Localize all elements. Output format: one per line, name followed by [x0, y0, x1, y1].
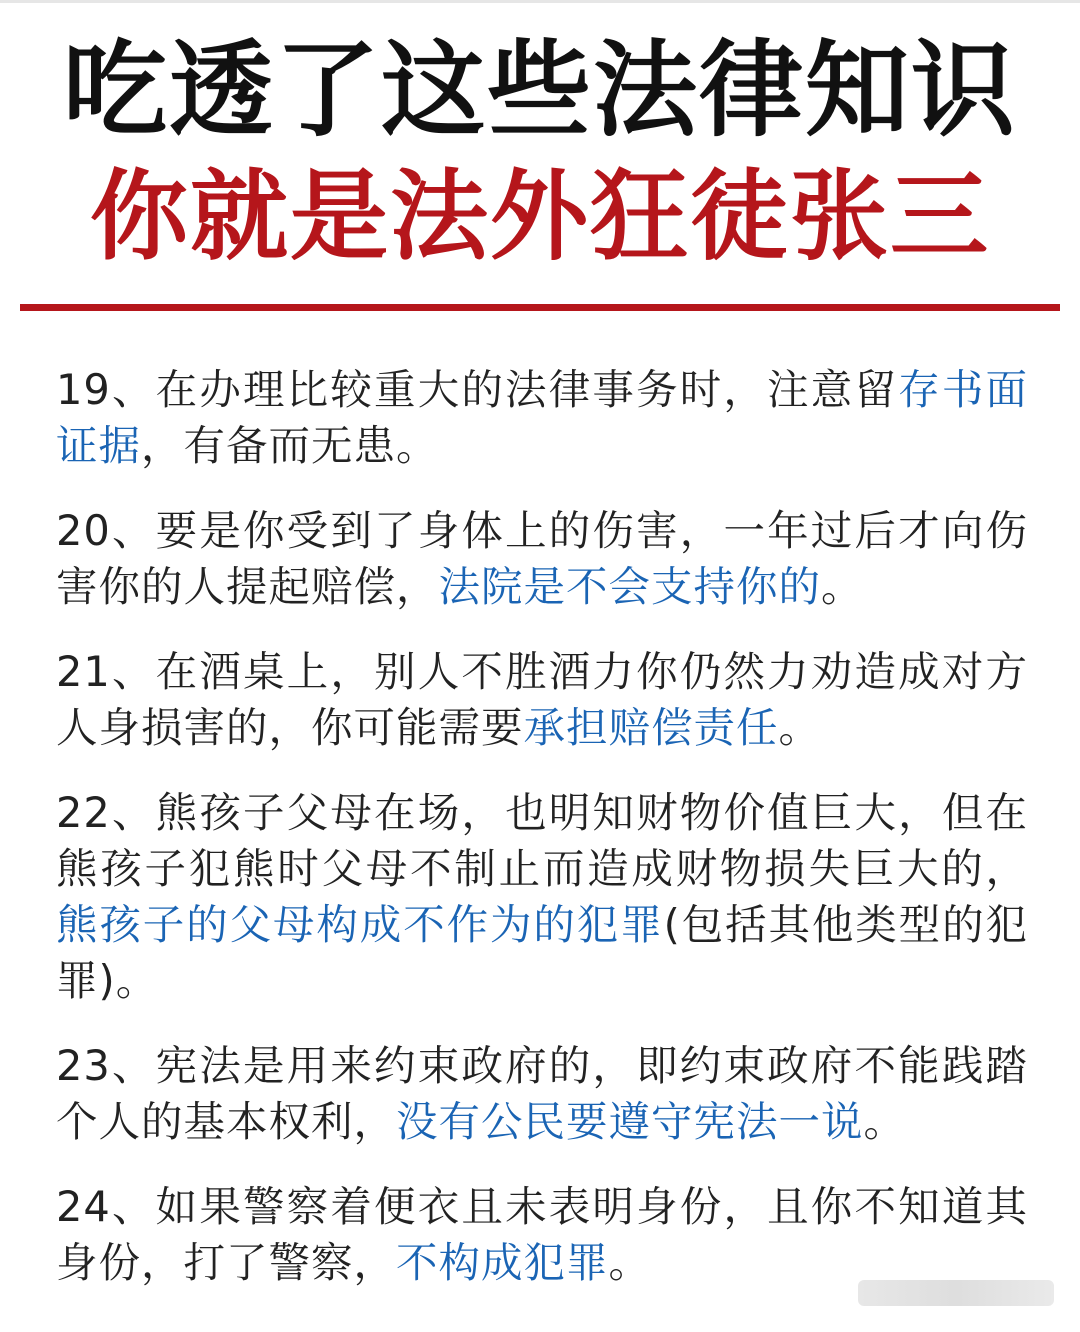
tip-highlight: 存书面证据 — [56, 365, 1028, 470]
tip-text-end: ，有备而无患。 — [141, 421, 439, 470]
blurred-watermark — [858, 1280, 1054, 1306]
tip-text-end: 。 — [608, 1238, 652, 1287]
law-tip-20 — [56, 503, 1028, 615]
tip-text-end: 。 — [821, 562, 864, 611]
tip-text-end: 。 — [863, 1097, 907, 1146]
title-divider — [20, 304, 1060, 311]
title-line-2: 你就是法外狂徒张三 — [89, 160, 990, 274]
law-tips-list — [56, 362, 1028, 1320]
tip-highlight: 法院是不会支持你的 — [438, 562, 822, 611]
law-tip-23 — [56, 1038, 1028, 1150]
tip-highlight: 没有公民要遵守宪法一说 — [396, 1097, 864, 1146]
tip-text: 24、如果警察着便衣且未表明身份，且你不知道其身份，打了警察， — [56, 1182, 1028, 1287]
title-line-1: 吃透了这些法律知识 — [62, 29, 1017, 151]
law-tip-19 — [56, 362, 1028, 474]
tip-text: 22、熊孩子父母在场，也明知财物价值巨大，但在熊孩子犯熊时父母不制止而造成财物损失巨大的， — [56, 788, 1028, 893]
law-tip-21 — [56, 644, 1028, 756]
tip-text: 23、宪法是用来约束政府的，即约束政府不能践踏个人的基本权利， — [56, 1041, 1028, 1146]
law-tip-22 — [56, 785, 1028, 1009]
tip-text-end: (包括其他类型的犯罪)。 — [56, 900, 1028, 1005]
top-border-line — [0, 0, 1080, 3]
tip-highlight: 熊孩子的父母构成不作为的犯罪 — [56, 900, 664, 949]
tip-text-end: 。 — [778, 703, 822, 752]
tip-highlight: 承担赔偿责任 — [523, 703, 779, 752]
tip-text: 19、在办理比较重大的法律事务时，注意留 — [56, 365, 899, 414]
law-tip-24 — [56, 1179, 1028, 1291]
tip-highlight: 不构成犯罪 — [396, 1238, 609, 1287]
tip-text: 21、在酒桌上，别人不胜酒力你仍然力劝造成对方人身损害的，你可能需要 — [56, 647, 1028, 752]
tip-text: 20、要是你受到了身体上的伤害，一年过后才向伤害你的人提起赔偿， — [56, 506, 1028, 611]
